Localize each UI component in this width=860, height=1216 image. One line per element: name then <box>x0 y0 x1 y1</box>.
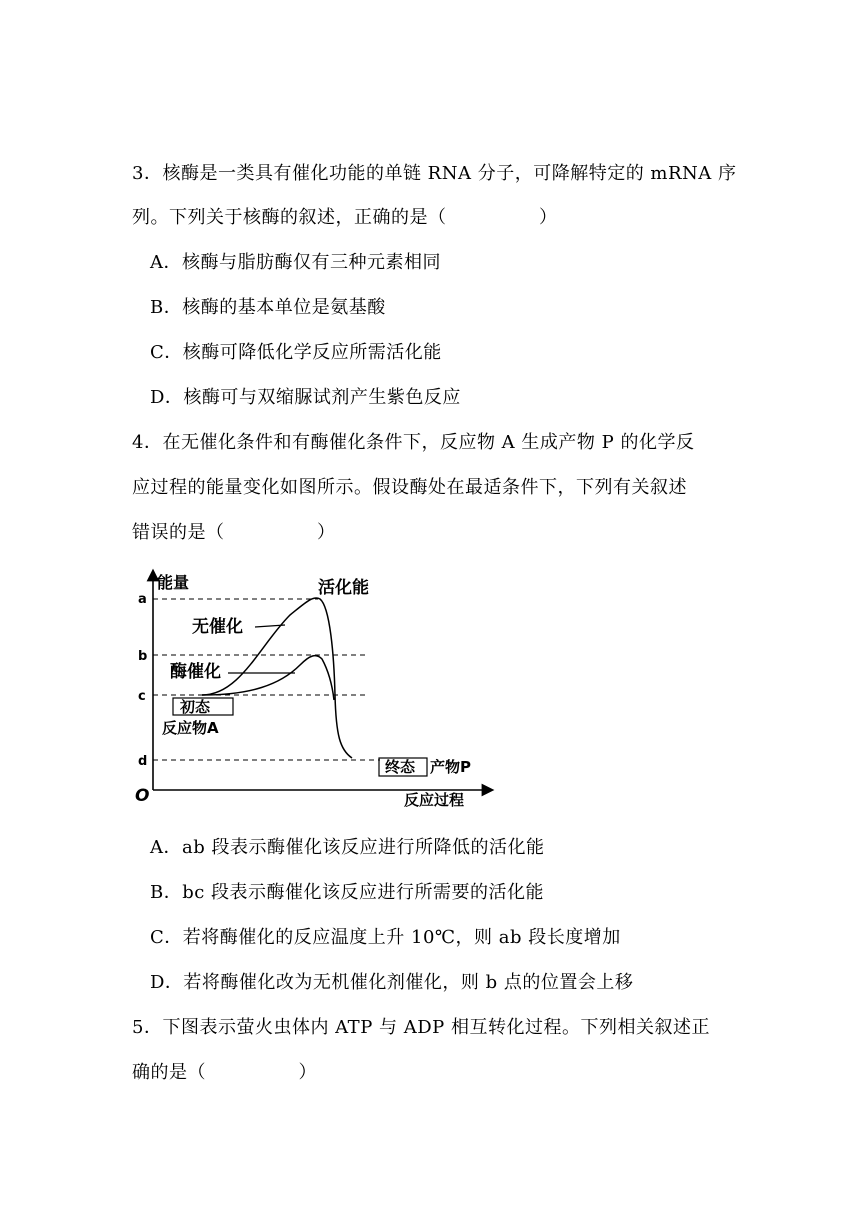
level-c: c <box>138 689 146 704</box>
q5-stem-line1: 5．下图表示萤火虫体内 ATP 与 ADP 相互转化过程。下列相关叙述正 <box>132 1017 711 1038</box>
level-d: d <box>138 754 148 769</box>
initial-state-label: 初态 <box>180 698 211 716</box>
catalyzed-curve <box>202 656 334 700</box>
q3-option-b: B．核酶的基本单位是氨基酸 <box>150 297 386 318</box>
q3-stem-line1: 3．核酶是一类具有催化功能的单链 RNA 分子，可降解特定的 mRNA 序 <box>132 163 737 184</box>
q4-option-c: C．若将酶催化的反应温度上升 10℃，则 ab 段长度增加 <box>150 927 621 948</box>
energy-diagram <box>130 565 500 810</box>
q4-option-d: D．若将酶催化改为无机催化剂催化，则 b 点的位置会上移 <box>150 972 634 993</box>
q4-stem-line2: 应过程的能量变化如图所示。假设酶处在最适条件下，下列有关叙述 <box>132 477 687 498</box>
product-label: 产物P <box>430 758 471 776</box>
q4-option-b: B．bc 段表示酶催化该反应进行所需要的活化能 <box>150 882 545 903</box>
y-axis-label: 能量 <box>157 573 190 592</box>
q3-option-a: A．核酶与脂肪酶仅有三种元素相同 <box>150 252 441 273</box>
x-axis-label: 反应过程 <box>404 791 465 809</box>
reactant-label: 反应物A <box>162 719 219 737</box>
uncatalyzed-label: 无催化 <box>192 617 243 637</box>
final-state-label: 终态 <box>385 758 416 776</box>
peak-label: 活化能 <box>318 578 369 598</box>
q3-option-c: C．核酶可降低化学反应所需活化能 <box>150 342 442 363</box>
origin-label: O <box>135 786 150 806</box>
q4-stem-line1: 4．在无催化条件和有酶催化条件下，反应物 A 生成产物 P 的化学反 <box>132 432 695 453</box>
q5-stem-line2: 确的是（ ） <box>132 1062 317 1083</box>
catalyzed-label: 酶催化 <box>170 662 221 682</box>
level-a: a <box>138 592 147 607</box>
q4-stem-line3: 错误的是（ ） <box>132 522 336 543</box>
q3-stem-line2: 列。下列关于核酶的叙述，正确的是（ ） <box>132 207 558 228</box>
q3-option-d: D．核酶可与双缩脲试剂产生紫色反应 <box>150 387 461 408</box>
level-b: b <box>138 649 148 664</box>
q4-option-a: A．ab 段表示酶催化该反应进行所降低的活化能 <box>150 837 545 858</box>
